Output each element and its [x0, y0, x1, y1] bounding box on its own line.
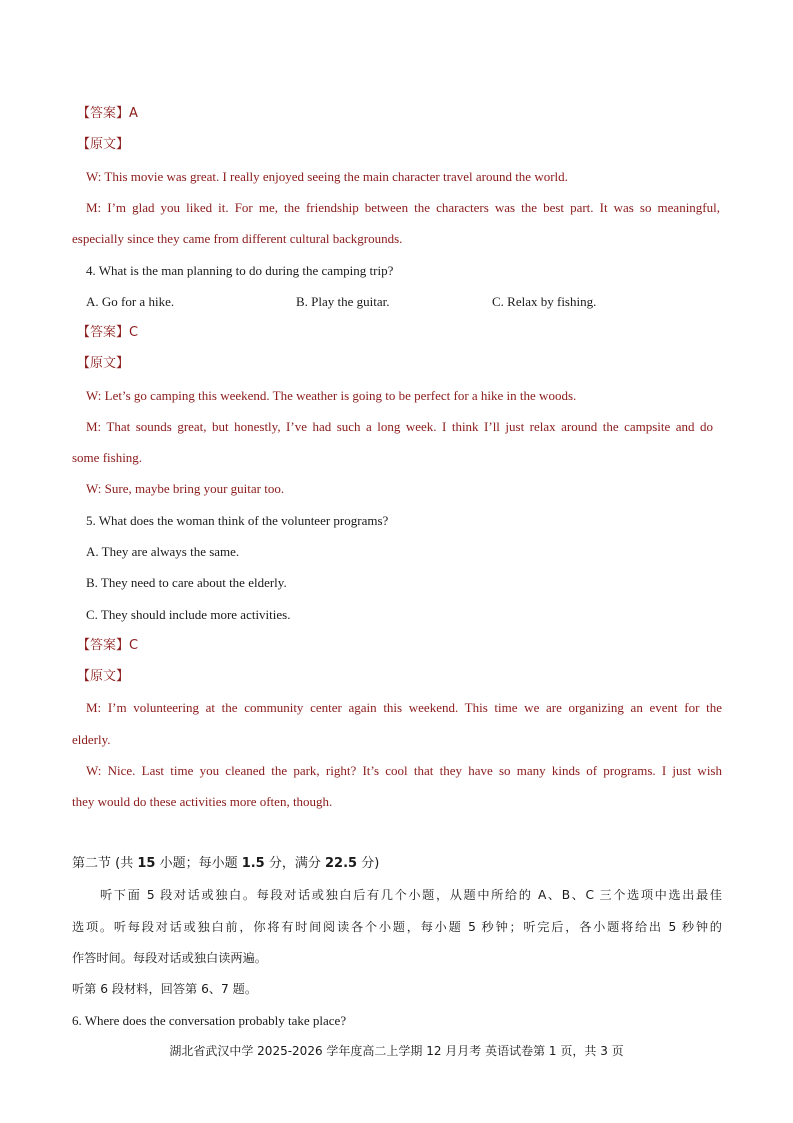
question-4: 4. What is the man planning to do during the camping trip? — [86, 263, 394, 278]
question-5: 5. What does the woman think of the volunteer programs? — [86, 513, 389, 528]
section-heading-mid1: 小题；每小题 — [155, 856, 242, 871]
transcript-line: M: That sounds great, but honestly, I’ve had such a long week. I think I’ll just relax around the campsite and do — [86, 419, 713, 434]
instructions-line: 选项。听每段对话或独白前，你将有时间阅读各个小题，每小题 5 秒钟；听完后，各小题将给出 5 秒钟的 — [72, 920, 722, 934]
answer-label-q4: 【答案】C — [77, 325, 139, 340]
section-total-score: 22.5 — [325, 856, 358, 871]
transcript-line: W: Nice. Last time you cleaned the park, right? It’s cool that they have so many kinds of programs. I just wish — [86, 763, 722, 778]
question-6: 6. Where does the conversation probably take place? — [72, 1013, 347, 1028]
instructions-line: 作答时间。每段对话或独白读两遍。 — [72, 951, 267, 965]
section-heading-suffix: 分) — [357, 856, 380, 871]
transcript-line: W: Let’s go camping this weekend. The weather is going to be perfect for a hike in the woods. — [86, 388, 577, 403]
transcript-line: some fishing. — [72, 450, 143, 465]
transcript-line: especially since they came from different cultural backgrounds. — [72, 231, 403, 246]
transcript-line: M: I’m glad you liked it. For me, the friendship between the characters was the best part. It was so meaningful, — [86, 200, 720, 215]
section-heading-mid2: 分，满分 — [264, 856, 325, 871]
transcript-line: M: I’m volunteering at the community center again this weekend. This time we are organizing an event for the — [86, 700, 722, 715]
transcript-line: they would do these activities more often, though. — [72, 794, 333, 809]
option-a: A. Go for a hike. — [86, 294, 175, 309]
section-heading-prefix: 第二节 (共 — [72, 856, 138, 871]
transcript-line: W: Sure, maybe bring your guitar too. — [86, 481, 285, 496]
section-question-count: 15 — [137, 856, 156, 871]
option-b: B. Play the guitar. — [296, 294, 390, 309]
option-b: B. They need to care about the elderly. — [86, 575, 287, 590]
option-a: A. They are always the same. — [86, 544, 240, 559]
transcript-line: W: This movie was great. I really enjoyed seeing the main character travel around the world. — [86, 169, 568, 184]
section-heading — [72, 856, 379, 872]
source-label-q3: 【原文】 — [77, 137, 130, 152]
answer-label-q5: 【答案】C — [77, 638, 139, 653]
instructions-line: 听下面 5 段对话或独白。每段对话或独白后有几个小题，从题中所给的 A、B、C 三个选项中选出最佳 — [100, 888, 722, 902]
answer-label-q3: 【答案】A — [77, 106, 138, 121]
transcript-line: elderly. — [72, 732, 111, 747]
material-note: 听第 6 段材料，回答第 6、7 题。 — [72, 982, 258, 996]
source-label-q4: 【原文】 — [77, 356, 130, 371]
source-label-q5: 【原文】 — [77, 669, 130, 684]
section-question-score: 1.5 — [241, 856, 265, 871]
option-c: C. Relax by fishing. — [492, 294, 597, 309]
page-footer: 湖北省武汉中学 2025-2026 学年度高二上学期 12 月月考 英语试卷第 1 页，共 3 页 — [169, 1044, 624, 1058]
option-c: C. They should include more activities. — [86, 607, 291, 622]
